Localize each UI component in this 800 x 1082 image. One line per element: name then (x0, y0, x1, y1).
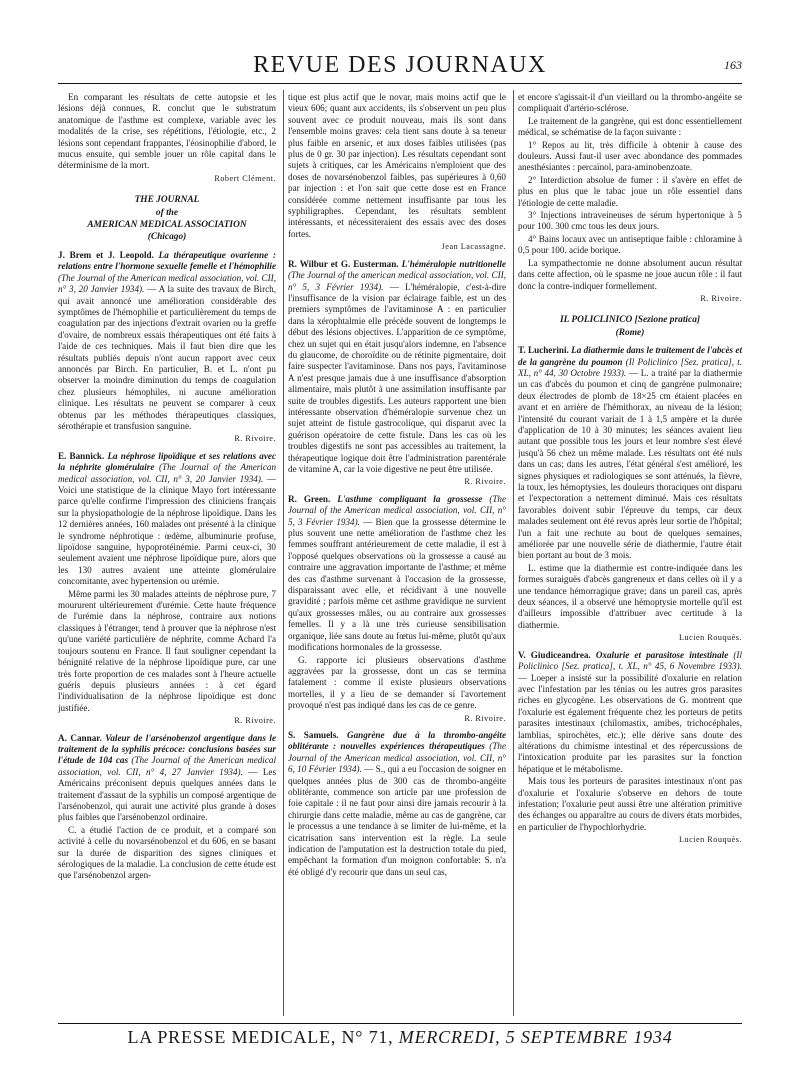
paragraph: La sympathectomie ne donne absolument aucun résultat dans cette affection, où le spasme ne joue aucun rôle : il faut donc la contre-indiquer formellement. (518, 257, 742, 291)
article-source: (The Journal of the American medical association, vol. CII, n° 4, 27 Janvier 1934). (58, 755, 276, 777)
journal-name: THE JOURNAL (134, 195, 200, 206)
footer-publication: LA PRESSE MEDICALE, N° 71, (127, 1027, 394, 1047)
journal-name: IL POLICLINICO [Sezione pratica] (559, 315, 700, 326)
article-authors: J. Brem et J. Leopold. (58, 249, 154, 260)
signature: R. Rivoire. (234, 716, 276, 726)
paragraph: C. a étudié l'action de ce produit, et a comparé son activité à celle du novarsénobenzol et du 606, en se basant sur la durée de disparition des signes cliniques et sérologiques de la maladie. La conclusion de cette étude est que l'arsénobenzol argen- (58, 824, 276, 881)
signature: R. Rivoire. (234, 434, 276, 444)
signature: Lucien Rouquès. (679, 835, 742, 845)
list-item: 1° Repos au lit, très difficile à obtenir à cause des douleurs. Aussi faut-il user avec abondance des pommades anesthésiantes : percaïnol, para-aminobenzoate. (518, 139, 742, 173)
article-body: — Loeper a insisté sur la possibilité d'oxalurie en relation avec l'infestation par les ténias ou les autres gros parasites riches en glycogène. Les observations de G. montrent que l'oxalurie est également fréquente chez les porteurs de petits parasites intestinaux (chilomastix, amibes, trichocéphales, lamblias, spirochètes, etc.); elle dérive sans doute des altérations du chimisme intestinal et des répercussions de l'intoxication produite par les parasites sur la fonction hépatique et le métabolisme. (518, 672, 742, 774)
article-abstract (288, 730, 506, 878)
journal-city: (Rome) (615, 327, 645, 338)
list-item: 4° Bains locaux avec un antiseptique faible : chloramine à 0,5 pour 100. acide borique. (518, 233, 742, 256)
column-2 (288, 92, 506, 1022)
paragraph: G. rapporte ici plusieurs observations d'asthme aggravées par la grossesse, dont un cas se termina fatalement : comme il existe plusieurs observations mortelles, il y a lieu de se demander si l'avortement provoqué n'est pas indiqué dans les cas de ce genre. (288, 654, 506, 711)
signature: Robert Clément. (214, 173, 276, 183)
article-authors: R. Green. (288, 493, 331, 504)
page-header (58, 52, 742, 82)
article-source: (The Journal of the American medical association, vol. CII, n° 6, 10 Février 1934). (288, 741, 506, 775)
article-source: (The Journal of the American medical association, vol. CII, n° 5, 3 Février 1934). (288, 493, 506, 527)
article-authors: V. Giudiceandrea. (518, 649, 591, 660)
article-abstract (58, 451, 276, 588)
paragraph: Le traitement de la gangrène, qui est donc essentiellement médical, se schématise de la façon suivante : (518, 115, 742, 138)
paragraph: Même parmi les 30 malades atteints de néphrose pure, 7 moururent ultérieurement d'urémie. Cette haute fréquence de l'urémie dans la néphrose, contraire aux notions classiques à l'étranger, tend à prouver que la néphrose n'est qu'une variété particulière de néphrite, comme Achard l'a toujours soutenu en France. Il faut souligner cependant la bénignité relative de la néphrose lipoïdique pure, car une très forte proportion de ces malades sont à l'heure actuelle guéris depuis plusieurs années : à cet égard l'individualisation de la néphrose lipoïdique est donc justifiée. (58, 588, 276, 713)
article-body: — L. a traité par la diathermie un cas d'abcès du poumon et cinq de gangrène pulmonaire; deux électrodes de plomb de 18×25 cm étaient placées en avant et en arrière de l'hémithorax, au niveau de la lésion; l'intensité du courant variait de 1 à 1,5 ampère et la durée d'application de 10 à 30 minutes; les séances avaient lieu autant que possible tous les jours et leur nombre s'est élevé jusqu'à 56 chez un même malade. Les résultats ont été nuls dans un cas; dans les autres, l'état général s'est amélioré, les signes physiques et radiologiques se sont atténués, la fièvre, la toux, les hémoptysies, les douleurs thoraciques ont disparu et l'expectoration a nettement diminué. Mais ces résultats favorables doivent subir l'épreuve du temps, car deux malades seulement ont été revus après leur sortie de l'hôpital; l'un a fait une rechute au bout de quelques semaines, améliorée par une nouvelle série de diathermie, l'autre était bien portant au bout de 3 mois. (518, 367, 742, 561)
article-source: (Il Policlinico [Sez. pratica], t. XL, n° 45, 6 Novembre 1933). (518, 649, 742, 672)
article-abstract (58, 250, 276, 433)
signature: R. Rivoire. (464, 477, 506, 487)
article-authors: T. Lucherini. (518, 345, 569, 356)
column-1 (58, 92, 276, 1022)
article-title: Gangrène due à la thrombo-angéite oblitérante : nouvelles expériences thérapeutiques (288, 729, 506, 752)
journal-city: (Chicago) (147, 232, 187, 243)
article-authors: R. Wilbur et G. Eusterman. (288, 258, 399, 269)
article-body: — Voici une statistique de la clinique Mayo fort intéressante parce qu'elle confirme l'impression des cliniciens français sur la physiopathologie de la néphrose lipoïdique. Dans les 12 dernières années, 160 malades ont présenté à la clinique le syndrome néphrotique : œdème, albuminurie profuse, lipoïdose sanguine, hypoprotéinémie. Parmi ceux-ci, 30 seulement avaient une néphrose lipoïdique pure, alors que les 130 autres avaient une atteinte glomérulaire concomitante, avec hypertension ou urémie. (58, 473, 276, 587)
article-abstract (58, 733, 276, 824)
article-body: — A la suite des travaux de Birch, qui avait annoncé une amélioration considérable des symptômes de l'hémophilie et particulièrement du temps de coagulation par des injections d'extrait ovarien ou la greffe d'ovaire, de nombreux essais thérapeutiques ont été faits à l'aide de ces techniques. Mais il faut bien dire que les résultats publiés depuis n'ont aucun rapport avec ceux annoncés par Birch. En particulier, B. et L. n'ont pu observer la moindre diminution du temps de coagulation chez plusieurs hémophiles, ni aucune amélioration clinique. Les résultats ne peuvent se comparer à ceux obtenus par les méthodes thérapeutiques classiques, sérothérapie et transfusion sanguine. (58, 284, 276, 431)
paragraph: et encore s'agissait-il d'un vieillard ou la thrombo-angéite se compliquait d'artério-sclérose. (518, 92, 742, 114)
signature: R. Rivoire. (700, 293, 742, 303)
header-rule (58, 83, 742, 84)
journal-name: of the (155, 207, 179, 218)
article-source: (The Journal of the American medical association, vol. CII, n° 3, 20 Janvier 1934). (58, 462, 276, 484)
article-body: — Bien que la grossesse détermine le plus souvent une nette amélioration de l'asthme chez les femmes souffrant antérieurement de cette maladie, il est à l'opposé quelques observations où la grossesse a causé au contraire une aggravation importante de l'asthme; et même des cas d'asthme survenant à l'occasion de la grossesse, disparaissant avec elle, et récidivant à une nouvelle gravidité ; parfois même cet asthme gravidique ne survient qu'aux grossesses mâles, ou au contraire aux grossesses femelles. Il y a là une très curieuse sensibilisation organique, liée sans doute au fœtus lui-même, plutôt qu'aux modifications hormonales de la grossesse. (288, 516, 506, 653)
column-divider (283, 90, 284, 1016)
column-3 (518, 92, 742, 1022)
article-title: Oxalurie et parasitose intestinale (595, 649, 729, 660)
article-title: L'héméralopie nutritionelle (401, 258, 506, 269)
journal-name: AMERICAN MEDICAL ASSOCIATION (87, 220, 247, 231)
paragraph: L. estime que la diathermie est contre-indiquée dans les formes suraiguës d'abcès gangreneux et dans celles où il y a une tendance hémorragique grave; dans un pareil cas, après deux séances, il a observé une hémoptysie mortelle qu'il est d'ailleurs impossible d'attribuer avec certitude à la diathermie. (518, 562, 742, 630)
article-body: — L'héméralopie, c'est-à-dire l'insuffisance de la vision par éclairage faible, est un des premiers symptômes de l'avitaminose A : en particulier dans la xérophtalmie elle précède souvent de longtemps le début des lésions objectives. L'apparition de ce symptôme, chez un sujet qui en était jusqu'alors indemne, en l'absence du glaucome, de choroïdite ou de rétinite pigmentaire, doit faire suspecter l'avitaminose. Dans nos pays, l'avitaminose A n'est presque jamais due à une insuffisance d'absorption alimentaire, mais plutôt à une assimilation insuffisante par suite de troubles digestifs. Les auteurs rapportent une bien intéressante observation d'héméralopie survenue chez un sujet atteint de fistule gastrocolique, qui disparut avec la guérison opératoire de cette fistule. Dans les cas où les troubles digestifs ne sont pas accessibles au traitement, la thérapeutique logique doit être l'administration parentérale de vitamine A, car la voie digestive ne peut être utilisée. (288, 281, 506, 474)
article-abstract (288, 494, 506, 654)
article-abstract (518, 345, 742, 562)
list-item: 3° Injections intraveineuses de sérum hypertonique à 5 pour 100. 300 cmc tous les deux jours. (518, 210, 742, 232)
article-authors: S. Samuels. (288, 729, 339, 740)
paragraph: tique est plus actif que le novar, mais moins actif que le vieux 606; quant aux accidents, ils s'observent un peu plus souvent avec ce produit nouveau, mais ils sont dans l'ensemble moins graves: cela tient sans doute à sa teneur plus faible en arsenic, et aux doses faibles utilisées (pas plus de 0 gr. 30 par injection). Les résultats cependant sont sujets à critiques, car les Américains n'emploient que des doses de novarsénobenzol faibles, pas supérieures à 0,60 par injection : et l'on sait que cette dose est en France considérée comme nettement insuffisante par tous les syphiligraphes. Cependant, les résultats semblent intéressants, et nécessiteraient des essais avec des doses fortes. (288, 92, 506, 239)
article-title: Valeur de l'arsénobenzol argentique dans le traitement de la syphilis précoce: conclusions basées sur l'étude de 104 cas (58, 732, 276, 766)
article-abstract (288, 259, 506, 476)
paragraph: Mais tous les porteurs de parasites intestinaux n'ont pas d'oxalurie et l'oxalurie s'observe en dehors de toute infestation; l'oxalurie peut aussi être une altération primitive des échanges ou apparaître au cours de divers états morbides, en particulier de l'hypochlorhydrie. (518, 776, 742, 832)
article-authors: A. Cannar. (58, 732, 102, 743)
journal-section-title: REVUE DES JOURNAUX (253, 52, 547, 78)
article-source: (Il Policlinico [Sez. pratica], t. XL, n° 44, 30 Octobre 1933). (518, 356, 742, 378)
article-abstract (518, 650, 742, 775)
column-divider (513, 90, 514, 1016)
list-item: 2° Interdiction absolue de fumer : il s'avère en effet de plus en plus que le tabac joue un rôle essentiel dans l'étiologie de cette maladie. (518, 174, 742, 208)
article-source: (The Journal of the american medical association, vol. CII, n° 5, 3 Février 1934). (288, 270, 506, 292)
footer-date: MERCREDI, 5 SEPTEMBRE 1934 (398, 1027, 673, 1047)
article-title: L'asthme compliquant la grossesse (337, 493, 483, 504)
article-title: La néphrose lipoïdique et ses relations avec la néphrite glomérulaire (58, 450, 276, 473)
article-title: La diathermie dans le traitement de l'abcès et de la gangrène du poumon (518, 345, 742, 367)
page-number: 163 (724, 58, 742, 72)
page-footer (58, 1027, 742, 1048)
footer-rule (58, 1023, 742, 1024)
article-body: — S., qui a eu l'occasion de soigner en quelques années plus de 300 cas de thrombo-angéite oblitérante, commence son article par une profession de foie capitale : il ne faut pour ainsi dire jamais recourir à la chirurgie dans cette maladie, même au cas de gangrène, car le processus a une tendance à se limiter de lui-même, et la cicatrisation sans intervention est la règle. La seule indication de l'amputation est la destruction totale du pied, empêchant la formation d'un moignon confortable: S. n'a été obligé d'y recourir que dans un seul cas, (288, 764, 506, 877)
article-body: — Les Américains préconisent depuis quelques années dans le traitement d'assaut de la syphilis un composé argentique de l'arsénobenzol, qui aurait une activité plus grande à doses plus faibles que l'arsénobenzol ordinaire. (58, 766, 276, 823)
article-title: La thérapeutique ovarienne : relations entre l'hormone sexuelle femelle et l'hémophilie (58, 249, 276, 272)
signature: Lucien Rouquès. (679, 633, 742, 643)
article-source: (The Journal of the American medical association, vol. CII, n° 3, 20 Janvier 1934). (58, 272, 276, 295)
article-authors: E. Bannick. (58, 450, 105, 461)
signature: R. Rivoire. (464, 713, 506, 723)
paragraph: En comparant les résultats de cette autopsie et les lésions déjà connues, R. conclut que le substratum anatomique de l'asthme est complexe, variable avec les modalités de la crise, ses répétitions, l'étiologie, etc., 2 lésions sont cependant frappantes, l'éosinophilie d'abord, le mucus ensuite, qui semble jouer un rôle capital dans le déterminisme de la mort. (58, 92, 276, 171)
signature: Jean Lacassagne. (441, 242, 506, 252)
